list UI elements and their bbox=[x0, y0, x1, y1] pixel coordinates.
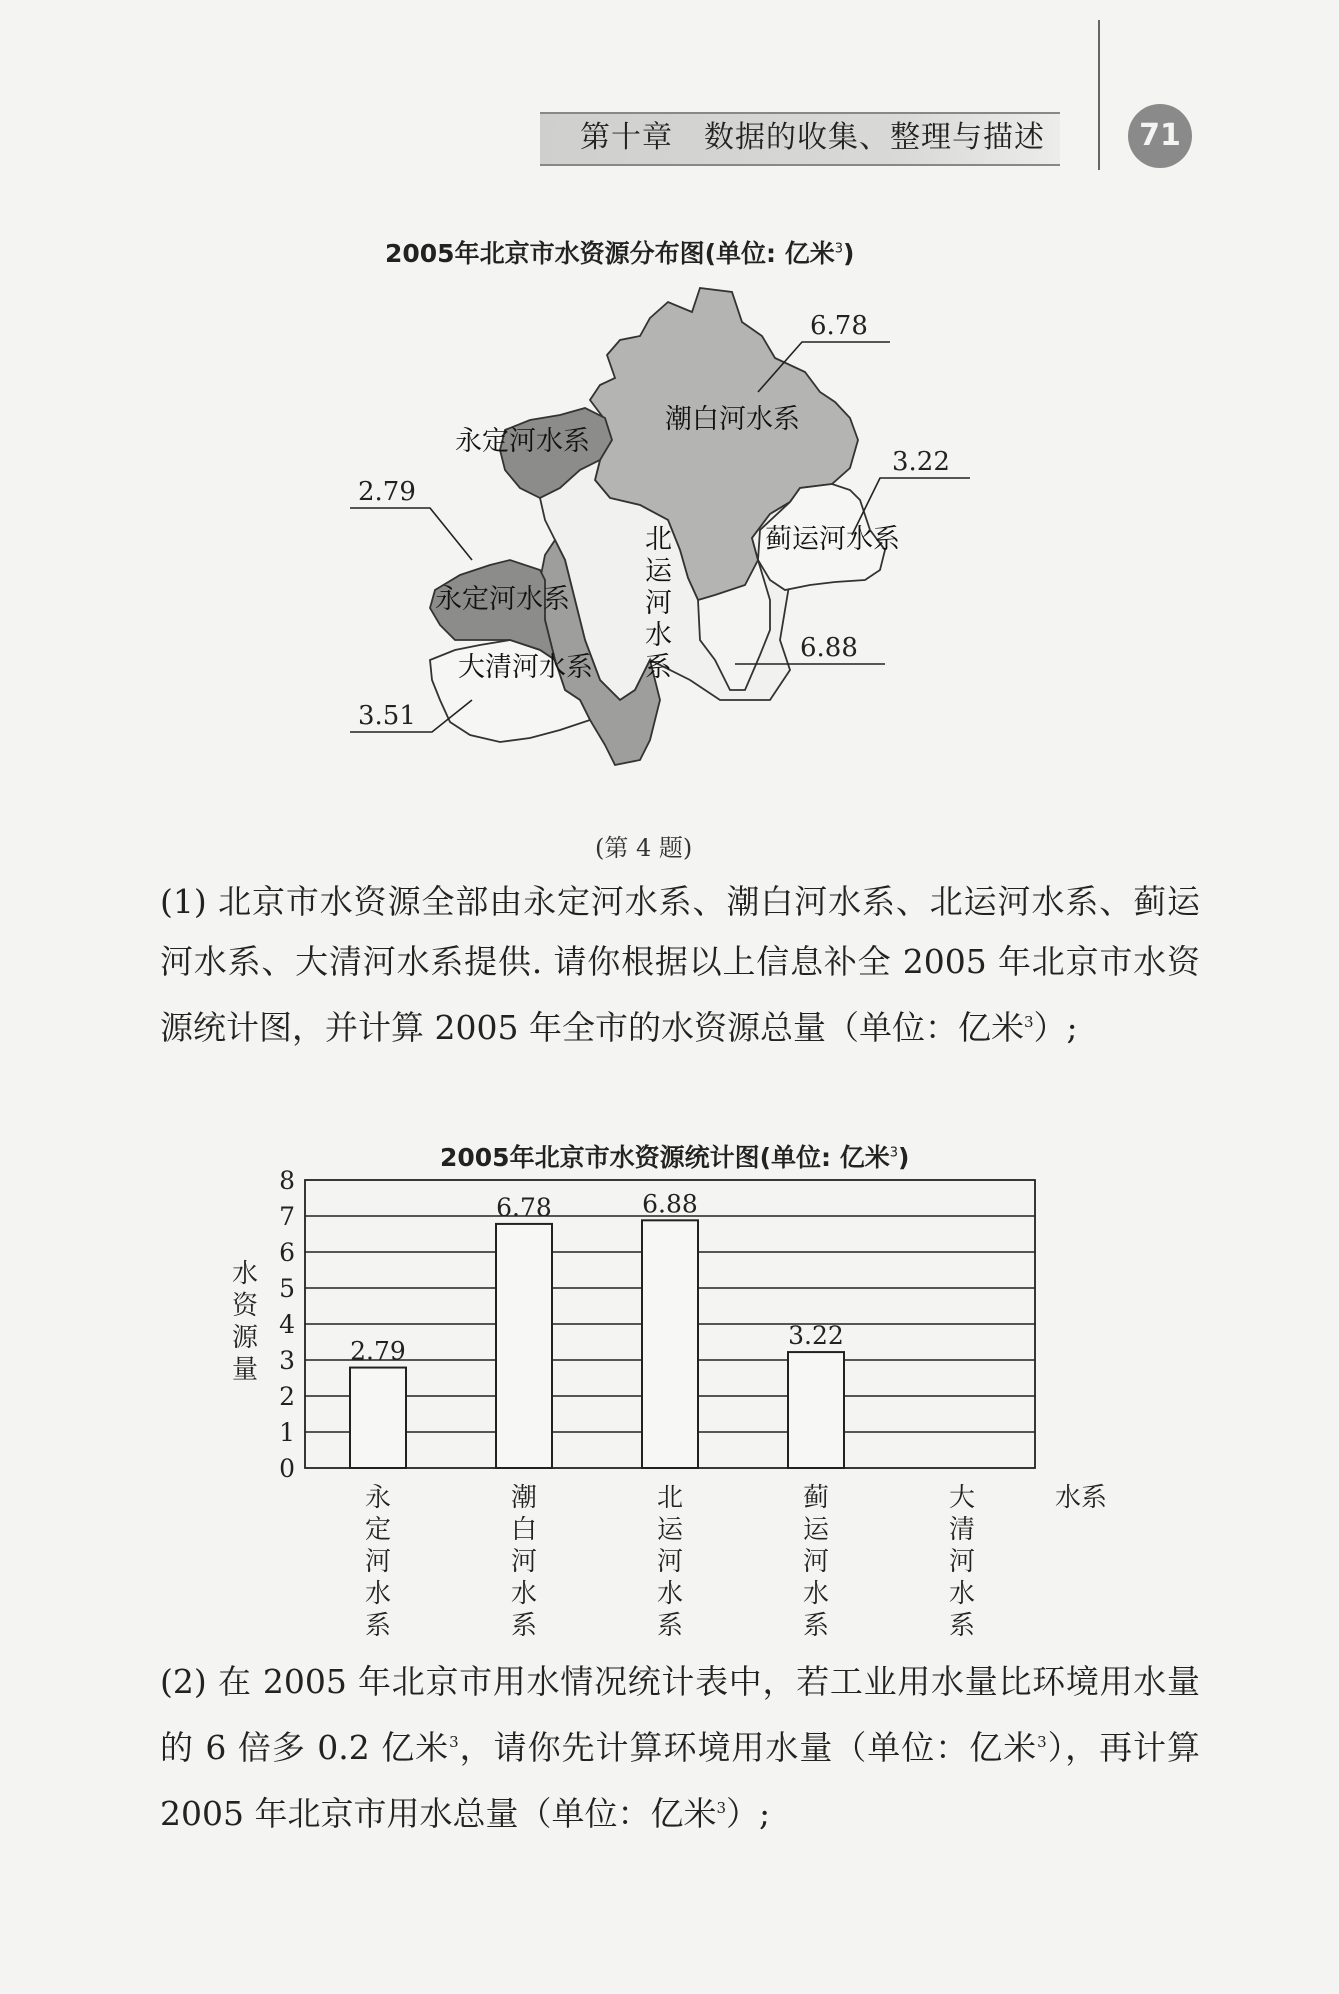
question-2 bbox=[160, 1652, 1200, 1844]
x-category-label-char: 水 bbox=[656, 1579, 684, 1609]
x-category-label-char: 河 bbox=[364, 1547, 392, 1577]
x-category-label-char: 河 bbox=[656, 1547, 684, 1577]
map-value-daqing: 3.51 bbox=[358, 701, 416, 731]
bar bbox=[642, 1220, 698, 1468]
y-tick-label: 2 bbox=[279, 1382, 295, 1411]
x-category-label-char: 蓟 bbox=[802, 1483, 830, 1513]
map-value-jiyun: 3.22 bbox=[892, 447, 950, 477]
map-label-yongding-upper: 永定河水系 bbox=[455, 426, 590, 457]
question-1 bbox=[160, 872, 1200, 1058]
y-tick-label: 5 bbox=[279, 1274, 295, 1303]
x-category-label-char: 系 bbox=[656, 1611, 684, 1641]
bar-value-label: 6.78 bbox=[496, 1192, 552, 1222]
y-tick-label: 1 bbox=[279, 1418, 295, 1447]
chart-title-sup: 3 bbox=[889, 1145, 898, 1161]
x-category-label-char: 水 bbox=[510, 1579, 538, 1609]
figure-caption: (第 4 题) bbox=[595, 834, 693, 862]
x-axis-label: 水系 bbox=[1055, 1483, 1108, 1513]
map-label-beiyun-char: 运 bbox=[645, 556, 672, 587]
map-value-chaobai: 6.78 bbox=[810, 311, 868, 341]
question-1-text: (1) 北京市水资源全部由永定河水系、潮白河水系、北运河水系、蓟运河水系、大清河水系提供. 请你根据以上信息补全 2005 年北京市水资源统计图，并计算 2005 年全市的水资源总量（单位：亿米 bbox=[160, 882, 1200, 1047]
y-axis-label-char: 资 bbox=[231, 1291, 259, 1321]
map-label-beiyun-char: 北 bbox=[645, 524, 672, 555]
map-value-beiyun: 6.88 bbox=[800, 633, 858, 663]
x-category-label-char: 清 bbox=[948, 1515, 976, 1545]
chart-title-end: ) bbox=[898, 1143, 910, 1172]
question-1-end: ）; bbox=[1033, 1008, 1078, 1047]
chapter-title: 第十章 数据的收集、整理与描述 bbox=[580, 120, 1045, 155]
x-category-label-char: 北 bbox=[656, 1483, 684, 1513]
y-tick-label: 6 bbox=[279, 1238, 295, 1267]
x-category-label-char: 河 bbox=[948, 1547, 976, 1577]
x-category-label-char: 水 bbox=[948, 1579, 976, 1609]
question-2-sup-b: 3 bbox=[1037, 1733, 1047, 1751]
leader-line-yongding bbox=[350, 508, 472, 560]
question-2-text-a: (2) 在 2005 年北京市用水情况统计表中，若工业用水量比环境用水量的 6 倍多 0.2 亿米 bbox=[160, 1662, 1200, 1767]
x-category-label-char: 河 bbox=[802, 1547, 830, 1577]
question-2-text-b: ，请你先计算环境用水量（单位：亿米 bbox=[458, 1728, 1038, 1767]
x-category-label-char: 系 bbox=[364, 1611, 392, 1641]
y-axis-label-char: 源 bbox=[231, 1323, 259, 1353]
x-category-label-char: 运 bbox=[656, 1515, 684, 1545]
y-tick-label: 3 bbox=[279, 1346, 295, 1375]
map-label-beiyun-char: 系 bbox=[645, 652, 672, 683]
x-category-label-char: 系 bbox=[802, 1611, 830, 1641]
question-1-sup: 3 bbox=[1023, 1013, 1034, 1031]
x-category-label-char: 系 bbox=[948, 1611, 976, 1641]
bar bbox=[788, 1352, 844, 1468]
map-label-beiyun-char: 河 bbox=[645, 588, 672, 619]
map-title-text: 2005年北京市水资源分布图(单位: 亿米 bbox=[385, 239, 835, 268]
bar bbox=[350, 1368, 406, 1468]
y-axis-label-char: 水 bbox=[231, 1259, 259, 1289]
x-category-label-char: 潮 bbox=[510, 1483, 538, 1513]
y-tick-label: 8 bbox=[279, 1166, 295, 1195]
x-category-label-char: 永 bbox=[364, 1483, 392, 1513]
question-2-sup-a: 3 bbox=[449, 1733, 459, 1751]
bar-value-label: 3.22 bbox=[788, 1321, 844, 1351]
x-category-label-char: 系 bbox=[510, 1611, 538, 1641]
water-resource-bar-chart bbox=[0, 1150, 1339, 1650]
x-category-label-char: 水 bbox=[364, 1579, 392, 1609]
map-label-daqing: 大清河水系 bbox=[458, 652, 593, 683]
y-tick-label: 0 bbox=[279, 1454, 295, 1483]
map-label-jiyun: 蓟运河水系 bbox=[765, 524, 900, 555]
y-tick-label: 4 bbox=[279, 1310, 295, 1339]
bar-value-label: 2.79 bbox=[350, 1336, 406, 1366]
x-category-label-char: 白 bbox=[510, 1515, 538, 1545]
chart-title-text: 2005年北京市水资源统计图(单位: 亿米 bbox=[440, 1143, 890, 1172]
beijing-water-map bbox=[0, 0, 1339, 820]
map-label-beiyun-char: 水 bbox=[645, 620, 672, 651]
bar bbox=[496, 1224, 552, 1468]
x-category-label-char: 大 bbox=[948, 1483, 976, 1513]
map-label-beiyun bbox=[645, 524, 673, 683]
map-title-end: ) bbox=[843, 239, 855, 268]
x-category-label-char: 河 bbox=[510, 1547, 538, 1577]
map-value-yongding: 2.79 bbox=[358, 477, 416, 507]
map-title-sup: 3 bbox=[834, 241, 843, 257]
map-label-chaobai: 潮白河水系 bbox=[665, 404, 800, 435]
page-number: 71 bbox=[1128, 104, 1192, 168]
y-tick-label: 7 bbox=[279, 1202, 295, 1231]
y-axis-label-char: 量 bbox=[231, 1355, 259, 1385]
question-2-text-d: ）; bbox=[726, 1794, 771, 1833]
x-category-label-char: 定 bbox=[364, 1515, 392, 1545]
map-label-yongding-lower: 永定河水系 bbox=[435, 584, 570, 615]
question-2-sup-c: 3 bbox=[716, 1799, 727, 1817]
x-category-label-char: 水 bbox=[802, 1579, 830, 1609]
x-category-label-char: 运 bbox=[802, 1515, 830, 1545]
bar-value-label: 6.88 bbox=[642, 1189, 698, 1219]
question-2-text-c: ），再计算 2005 年北京市用水总量（单位：亿米 bbox=[160, 1728, 1201, 1833]
